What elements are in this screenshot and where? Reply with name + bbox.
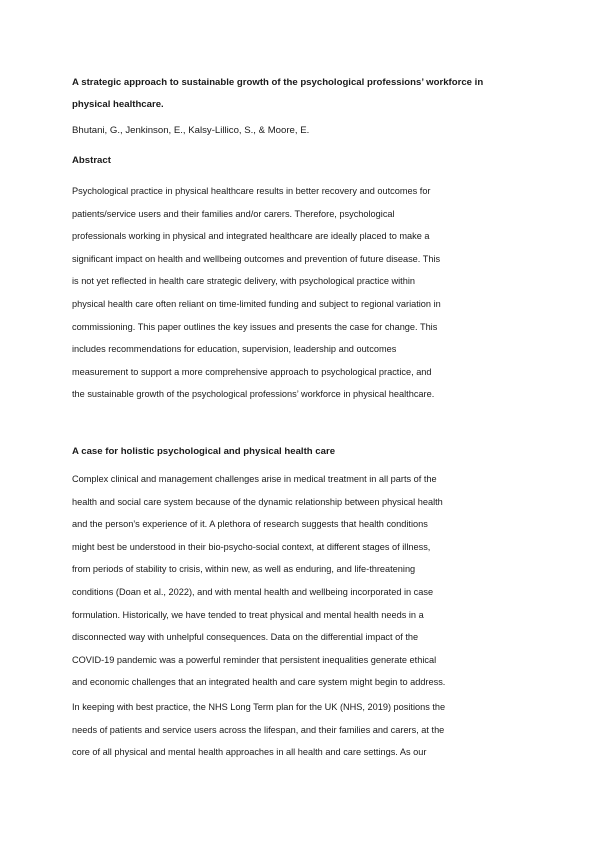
text-line: and the person’s experience of it. A plethora of research suggests that health conditions xyxy=(72,519,428,530)
text-line: COVID-19 pandemic was a powerful reminder that persistent inequalities generate ethical xyxy=(72,654,437,665)
text-line: measurement to support a more comprehensive approach to psychological practice, and xyxy=(72,366,432,377)
text-line: formulation. Historically, we have tended to treat physical and mental health needs in a xyxy=(72,609,424,620)
text-line: and economic challenges that an integrated health and care system might begin to address. xyxy=(72,677,446,688)
text-line: commissioning. This paper outlines the key issues and presents the case for change. This xyxy=(72,321,438,332)
title-line: A strategic approach to sustainable growth of the psychological professions’ workforce in xyxy=(72,77,484,88)
paper-title xyxy=(72,72,532,116)
text-line: needs of patients and service users across the lifespan, and their families and carers, at the xyxy=(72,724,445,735)
text-line: In keeping with best practice, the NHS Long Term plan for the UK (NHS, 2019) positions the xyxy=(72,702,446,712)
text-line: includes recommendations for education, supervision, leadership and outcomes xyxy=(72,344,397,355)
text-line: Complex clinical and management challenges arise in medical treatment in all parts of the xyxy=(72,474,437,484)
section-heading: A case for holistic psychological and physical health care xyxy=(72,446,336,457)
text-line: disconnected way with unhelpful consequences. Data on the differential impact of the xyxy=(72,632,419,643)
text-line: from periods of stability to crisis, within new, as well as enduring, and life-threatening xyxy=(72,564,416,575)
title-line: physical healthcare. xyxy=(72,99,164,110)
author-list: Bhutani, G., Jenkinson, E., Kalsy-Lillico, S., & Moore, E. xyxy=(72,125,310,136)
abstract-text xyxy=(72,180,528,406)
body-paragraph xyxy=(72,468,528,694)
text-line: professionals working in physical and integrated healthcare are ideally placed to make a xyxy=(72,231,430,242)
text-line: the sustainable growth of the psychological professions’ workforce in physical healthcare. xyxy=(72,389,435,400)
body-paragraph xyxy=(72,696,528,764)
text-line: physical health care often reliant on time-limited funding and subject to regional variation in xyxy=(72,298,441,309)
text-line: patients/service users and their families and/or carers. Therefore, psychological xyxy=(72,208,395,219)
text-line: is not yet reflected in health care strategic delivery, with psychological practice within xyxy=(72,276,415,287)
text-line: might best be understood in their bio-psycho-social context, at different stages of illness, xyxy=(72,541,431,552)
text-line: core of all physical and mental health approaches in all health and care settings. As our xyxy=(72,747,427,758)
text-line: conditions (Doan et al., 2022), and with mental health and wellbeing incorporated in case xyxy=(72,586,434,597)
text-line: health and social care system because of the dynamic relationship between physical health xyxy=(72,496,443,507)
abstract-heading: Abstract xyxy=(72,155,111,166)
text-line: Psychological practice in physical healthcare results in better recovery and outcomes for xyxy=(72,186,431,196)
text-line: significant impact on health and wellbeing outcomes and prevention of future disease. This xyxy=(72,253,441,264)
